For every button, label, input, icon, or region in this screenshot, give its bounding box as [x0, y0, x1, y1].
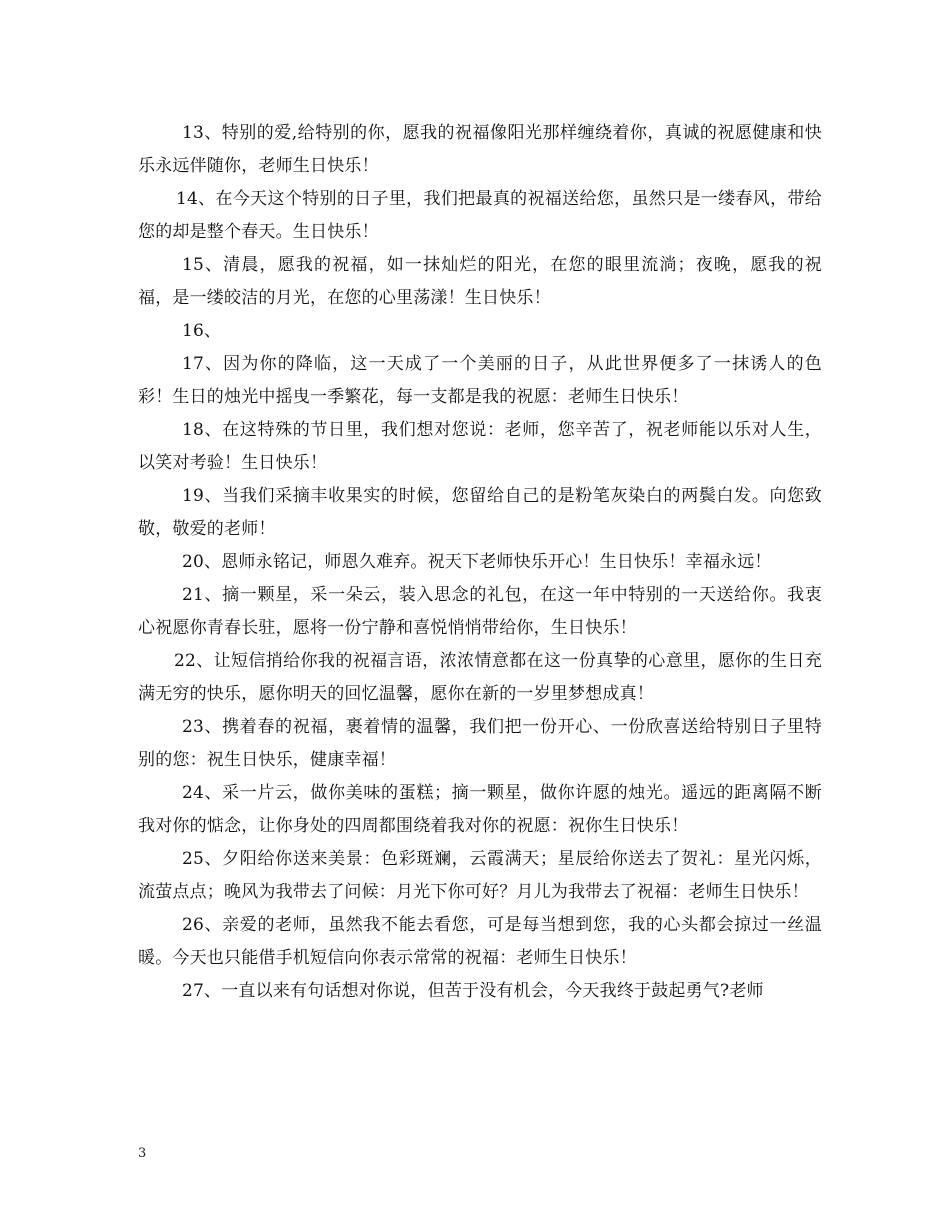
paragraph-22: 22、让短信捎给你我的祝福言语，浓浓情意都在这一份真挚的心意里，愿你的生日充满无穷的快乐，愿你明天的回忆温馨，愿你在新的一岁里梦想成真！ — [138, 651, 822, 704]
paragraph-20: 20、恩师永铭记，师恩久难弃。祝天下老师快乐开心！生日快乐！幸福永远！ — [182, 552, 772, 572]
paragraph-26: 26、亲爱的老师，虽然我不能去看您，可是每当想到您，我的心头都会掠过一丝温暖。今天也只能借手机短信向你表示常常的祝福：老师生日快乐！ — [138, 915, 822, 968]
paragraph-25: 25、夕阳给你送来美景：色彩斑斓，云霞满天；星辰给你送去了贺礼：星光闪烁，流萤点点；晚风为我带去了问候：月光下你可好？月儿为我带去了祝福：老师生日快乐！ — [138, 849, 822, 902]
body-text — [138, 117, 822, 1008]
paragraph-27: 27、一直以来有句话想对你说，但苦于没有机会，今天我终于鼓起勇气?老师 — [182, 981, 764, 1001]
page-number: 3 — [138, 1146, 147, 1161]
paragraph-23: 23、携着春的祝福，裹着情的温馨，我们把一份开心、一份欣喜送给特别日子里特别的您：祝生日快乐，健康幸福！ — [138, 717, 822, 770]
paragraph-18: 18、在这特殊的节日里，我们想对您说：老师，您辛苦了，祝老师能以乐对人生，以笑对考验！生日快乐！ — [138, 420, 822, 473]
paragraph-14: 14、在今天这个特别的日子里，我们把最真的祝福送给您，虽然只是一缕春风，带给您的却是整个春天。生日快乐！ — [138, 189, 822, 242]
paragraph-17: 17、因为你的降临，这一天成了一个美丽的日子，从此世界便多了一抹诱人的色彩！生日的烛光中摇曳一季繁花，每一支都是我的祝愿：老师生日快乐！ — [138, 354, 822, 407]
paragraph-19: 19、当我们采摘丰收果实的时候，您留给自己的是粉笔灰染白的两鬓白发。向您致敬，敬爱的老师！ — [138, 486, 822, 539]
paragraph-13: 13、特别的爱,给特别的你，愿我的祝福像阳光那样缠绕着你，真诚的祝愿健康和快乐永远伴随你，老师生日快乐！ — [138, 123, 822, 176]
paragraph-16: 16、 — [182, 321, 222, 341]
paragraph-15: 15、清晨，愿我的祝福，如一抹灿烂的阳光，在您的眼里流淌；夜晚，愿我的祝福，是一缕皎洁的月光，在您的心里荡漾！生日快乐！ — [138, 255, 822, 308]
paragraph-21: 21、摘一颗星，采一朵云，装入思念的礼包，在这一年中特别的一天送给你。我衷心祝愿你青春长驻，愿将一份宁静和喜悦悄悄带给你，生日快乐！ — [138, 585, 822, 638]
paragraph-24: 24、采一片云，做你美味的蛋糕；摘一颗星，做你许愿的烛光。遥远的距离隔不断我对你的惦念，让你身处的四周都围绕着我对你的祝愿：祝你生日快乐！ — [138, 783, 822, 836]
